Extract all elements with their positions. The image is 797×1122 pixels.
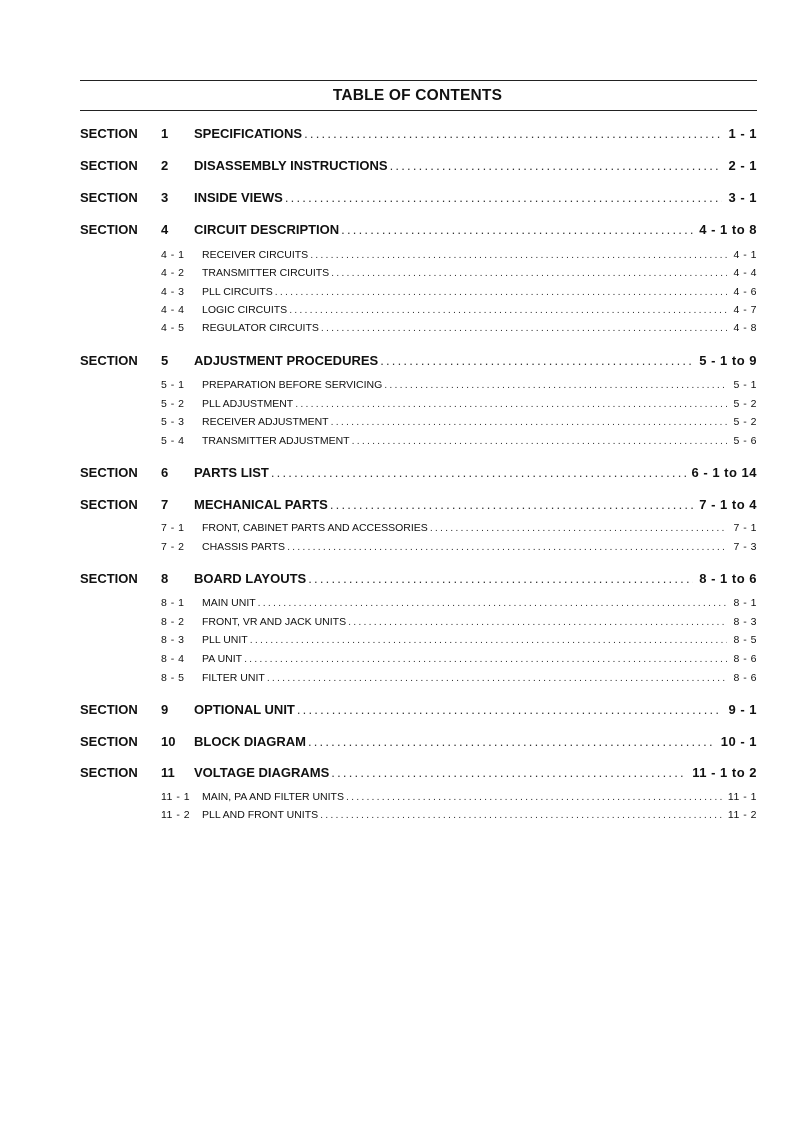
- subsection-page: 4 - 7: [733, 304, 757, 316]
- subsection-number: 4 - 1: [161, 249, 185, 261]
- dot-leader: [331, 265, 727, 281]
- subsection-page: 8 - 3: [733, 616, 757, 628]
- dot-leader: [310, 247, 727, 263]
- section-title: SPECIFICATIONS: [194, 126, 303, 141]
- subsection-number: 7 - 1: [161, 522, 185, 534]
- subsection-number: 8 - 4: [161, 653, 185, 665]
- subsection-number: 8 - 2: [161, 616, 185, 628]
- subsection-title: TRANSMITTER CIRCUITS: [202, 267, 330, 279]
- section-number: 2: [161, 158, 169, 173]
- subsection-page: 5 - 6: [733, 435, 757, 447]
- subsection-title: FILTER UNIT: [202, 672, 265, 684]
- dot-leader: [331, 414, 728, 430]
- dot-leader: [380, 351, 693, 371]
- section-word: SECTION: [80, 702, 138, 717]
- toc-section-10[interactable]: [0, 732, 797, 752]
- toc-subsection-8-2[interactable]: [0, 614, 797, 630]
- dot-leader: [271, 463, 686, 483]
- section-page: 1 - 1: [728, 126, 757, 141]
- subsection-number: 4 - 2: [161, 267, 185, 279]
- toc-section-7[interactable]: [0, 495, 797, 515]
- dot-leader: [267, 670, 728, 686]
- subsection-number: 8 - 5: [161, 672, 185, 684]
- subsection-page: 11 - 1: [727, 791, 757, 803]
- section-title: ADJUSTMENT PROCEDURES: [194, 353, 379, 368]
- dot-leader: [287, 539, 727, 555]
- section-page: 3 - 1: [728, 190, 757, 205]
- subsection-number: 11 - 1: [161, 791, 191, 803]
- subsection-number: 8 - 3: [161, 634, 185, 646]
- subsection-title: MAIN UNIT: [202, 597, 256, 609]
- section-title: BOARD LAYOUTS: [194, 571, 307, 586]
- subsection-number: 4 - 3: [161, 286, 185, 298]
- section-page: 5 - 1 to 9: [699, 353, 757, 368]
- dot-leader: [250, 632, 728, 648]
- toc-subsection-4-4[interactable]: [0, 302, 797, 318]
- subsection-title: RECEIVER CIRCUITS: [202, 249, 309, 261]
- section-page: 11 - 1 to 2: [692, 765, 757, 780]
- subsection-title: PLL AND FRONT UNITS: [202, 809, 319, 821]
- subsection-title: FRONT, VR AND JACK UNITS: [202, 616, 347, 628]
- subsection-page: 8 - 5: [733, 634, 757, 646]
- dot-leader: [390, 156, 723, 176]
- subsection-title: PREPARATION BEFORE SERVICING: [202, 379, 383, 391]
- section-page: 7 - 1 to 4: [699, 497, 757, 512]
- subsection-page: 7 - 1: [733, 522, 757, 534]
- dot-leader: [258, 595, 728, 611]
- section-word: SECTION: [80, 465, 138, 480]
- toc-subsection-5-1[interactable]: [0, 377, 797, 393]
- subsection-page: 4 - 1: [733, 249, 757, 261]
- subsection-number: 5 - 3: [161, 416, 185, 428]
- section-number: 11: [161, 765, 175, 780]
- toc-section-1[interactable]: [0, 124, 797, 144]
- toc-section-4[interactable]: [0, 220, 797, 240]
- toc-subsection-5-4[interactable]: [0, 433, 797, 449]
- dot-leader: [352, 433, 728, 449]
- dot-leader: [308, 732, 715, 752]
- section-word: SECTION: [80, 190, 138, 205]
- subsection-title: CHASSIS PARTS: [202, 541, 286, 553]
- subsection-page: 8 - 6: [733, 653, 757, 665]
- subsection-page: 5 - 1: [733, 379, 757, 391]
- section-number: 8: [161, 571, 169, 586]
- toc-subsection-4-2[interactable]: [0, 265, 797, 281]
- toc-subsection-7-2[interactable]: [0, 539, 797, 555]
- subsection-number: 11 - 2: [161, 809, 191, 821]
- dot-leader: [320, 807, 722, 823]
- subsection-number: 4 - 4: [161, 304, 185, 316]
- top-rule: [80, 80, 757, 81]
- subsection-page: 4 - 4: [733, 267, 757, 279]
- subsection-page: 8 - 1: [733, 597, 757, 609]
- dot-leader: [295, 396, 727, 412]
- toc-subsection-11-2[interactable]: [0, 807, 797, 823]
- subsection-page: 4 - 8: [733, 322, 757, 334]
- dot-leader: [346, 789, 722, 805]
- toc-subsection-8-3[interactable]: [0, 632, 797, 648]
- toc-subsection-4-5[interactable]: [0, 320, 797, 336]
- subsection-page: 4 - 6: [733, 286, 757, 298]
- section-title: PARTS LIST: [194, 465, 269, 480]
- subsection-number: 4 - 5: [161, 322, 185, 334]
- subsection-number: 5 - 1: [161, 379, 185, 391]
- toc-subsection-4-3[interactable]: [0, 284, 797, 300]
- dot-leader: [308, 569, 693, 589]
- subsection-title: PLL UNIT: [202, 634, 248, 646]
- subsection-number: 5 - 2: [161, 398, 185, 410]
- toc-section-6[interactable]: [0, 463, 797, 483]
- toc-subsection-5-2[interactable]: [0, 396, 797, 412]
- subsection-page: 7 - 3: [733, 541, 757, 553]
- toc-subsection-8-5[interactable]: [0, 670, 797, 686]
- toc-section-2[interactable]: [0, 156, 797, 176]
- section-title: INSIDE VIEWS: [194, 190, 283, 205]
- toc-section-11[interactable]: [0, 763, 797, 783]
- subsection-number: 5 - 4: [161, 435, 185, 447]
- subsection-page: 5 - 2: [733, 398, 757, 410]
- dot-leader: [289, 302, 727, 318]
- dot-leader: [304, 124, 722, 144]
- subsection-title: FRONT, CABINET PARTS AND ACCESSORIES: [202, 522, 428, 534]
- dot-leader: [341, 220, 693, 240]
- toc-subsection-8-4[interactable]: [0, 651, 797, 667]
- section-number: 1: [161, 126, 169, 141]
- section-number: 9: [161, 702, 169, 717]
- subsection-title: PLL ADJUSTMENT: [202, 398, 294, 410]
- section-number: 4: [161, 222, 169, 237]
- dot-leader: [348, 614, 727, 630]
- section-number: 5: [161, 353, 169, 368]
- section-number: 7: [161, 497, 169, 512]
- toc-subsection-11-1[interactable]: [0, 789, 797, 805]
- section-page: 8 - 1 to 6: [699, 571, 757, 586]
- section-title: DISASSEMBLY INSTRUCTIONS: [194, 158, 388, 173]
- dot-leader: [297, 700, 723, 720]
- title-underline-rule: [80, 110, 757, 111]
- dot-leader: [430, 520, 728, 536]
- section-word: SECTION: [80, 571, 138, 586]
- section-title: OPTIONAL UNIT: [194, 702, 295, 717]
- toc-section-3[interactable]: [0, 188, 797, 208]
- section-word: SECTION: [80, 222, 138, 237]
- section-page: 9 - 1: [728, 702, 757, 717]
- toc-section-8[interactable]: [0, 569, 797, 589]
- section-word: SECTION: [80, 765, 138, 780]
- section-word: SECTION: [80, 158, 138, 173]
- section-number: 10: [161, 734, 176, 749]
- section-page: 6 - 1 to 14: [691, 465, 757, 480]
- toc-section-5[interactable]: [0, 351, 797, 371]
- section-word: SECTION: [80, 497, 138, 512]
- dot-leader: [244, 651, 727, 667]
- section-number: 3: [161, 190, 169, 205]
- subsection-page: 5 - 2: [733, 416, 757, 428]
- subsection-title: TRANSMITTER ADJUSTMENT: [202, 435, 350, 447]
- subsection-page: 8 - 6: [733, 672, 757, 684]
- section-title: BLOCK DIAGRAM: [194, 734, 306, 749]
- dot-leader: [331, 763, 686, 783]
- subsection-title: REGULATOR CIRCUITS: [202, 322, 319, 334]
- section-title: VOLTAGE DIAGRAMS: [194, 765, 330, 780]
- dot-leader: [285, 188, 723, 208]
- toc-section-9[interactable]: [0, 700, 797, 720]
- dot-leader: [384, 377, 727, 393]
- subsection-number: 8 - 1: [161, 597, 185, 609]
- section-page: 10 - 1: [720, 734, 757, 749]
- section-word: SECTION: [80, 126, 138, 141]
- page-title: TABLE OF CONTENTS: [332, 87, 503, 104]
- section-word: SECTION: [80, 734, 138, 749]
- section-number: 6: [161, 465, 169, 480]
- toc-subsection-4-1[interactable]: [0, 247, 797, 263]
- section-title: MECHANICAL PARTS: [194, 497, 328, 512]
- subsection-title: PLL CIRCUITS: [202, 286, 273, 298]
- section-page: 2 - 1: [728, 158, 757, 173]
- section-page: 4 - 1 to 8: [699, 222, 757, 237]
- subsection-title: RECEIVER ADJUSTMENT: [202, 416, 329, 428]
- subsection-title: MAIN, PA AND FILTER UNITS: [202, 791, 344, 803]
- subsection-number: 7 - 2: [161, 541, 185, 553]
- section-word: SECTION: [80, 353, 138, 368]
- dot-leader: [275, 284, 728, 300]
- subsection-title: LOGIC CIRCUITS: [202, 304, 288, 316]
- dot-leader: [321, 320, 728, 336]
- toc-subsection-8-1[interactable]: [0, 595, 797, 611]
- toc-subsection-7-1[interactable]: [0, 520, 797, 536]
- dot-leader: [330, 495, 693, 515]
- toc-subsection-5-3[interactable]: [0, 414, 797, 430]
- subsection-page: 11 - 2: [727, 809, 757, 821]
- subsection-title: PA UNIT: [202, 653, 243, 665]
- section-title: CIRCUIT DESCRIPTION: [194, 222, 340, 237]
